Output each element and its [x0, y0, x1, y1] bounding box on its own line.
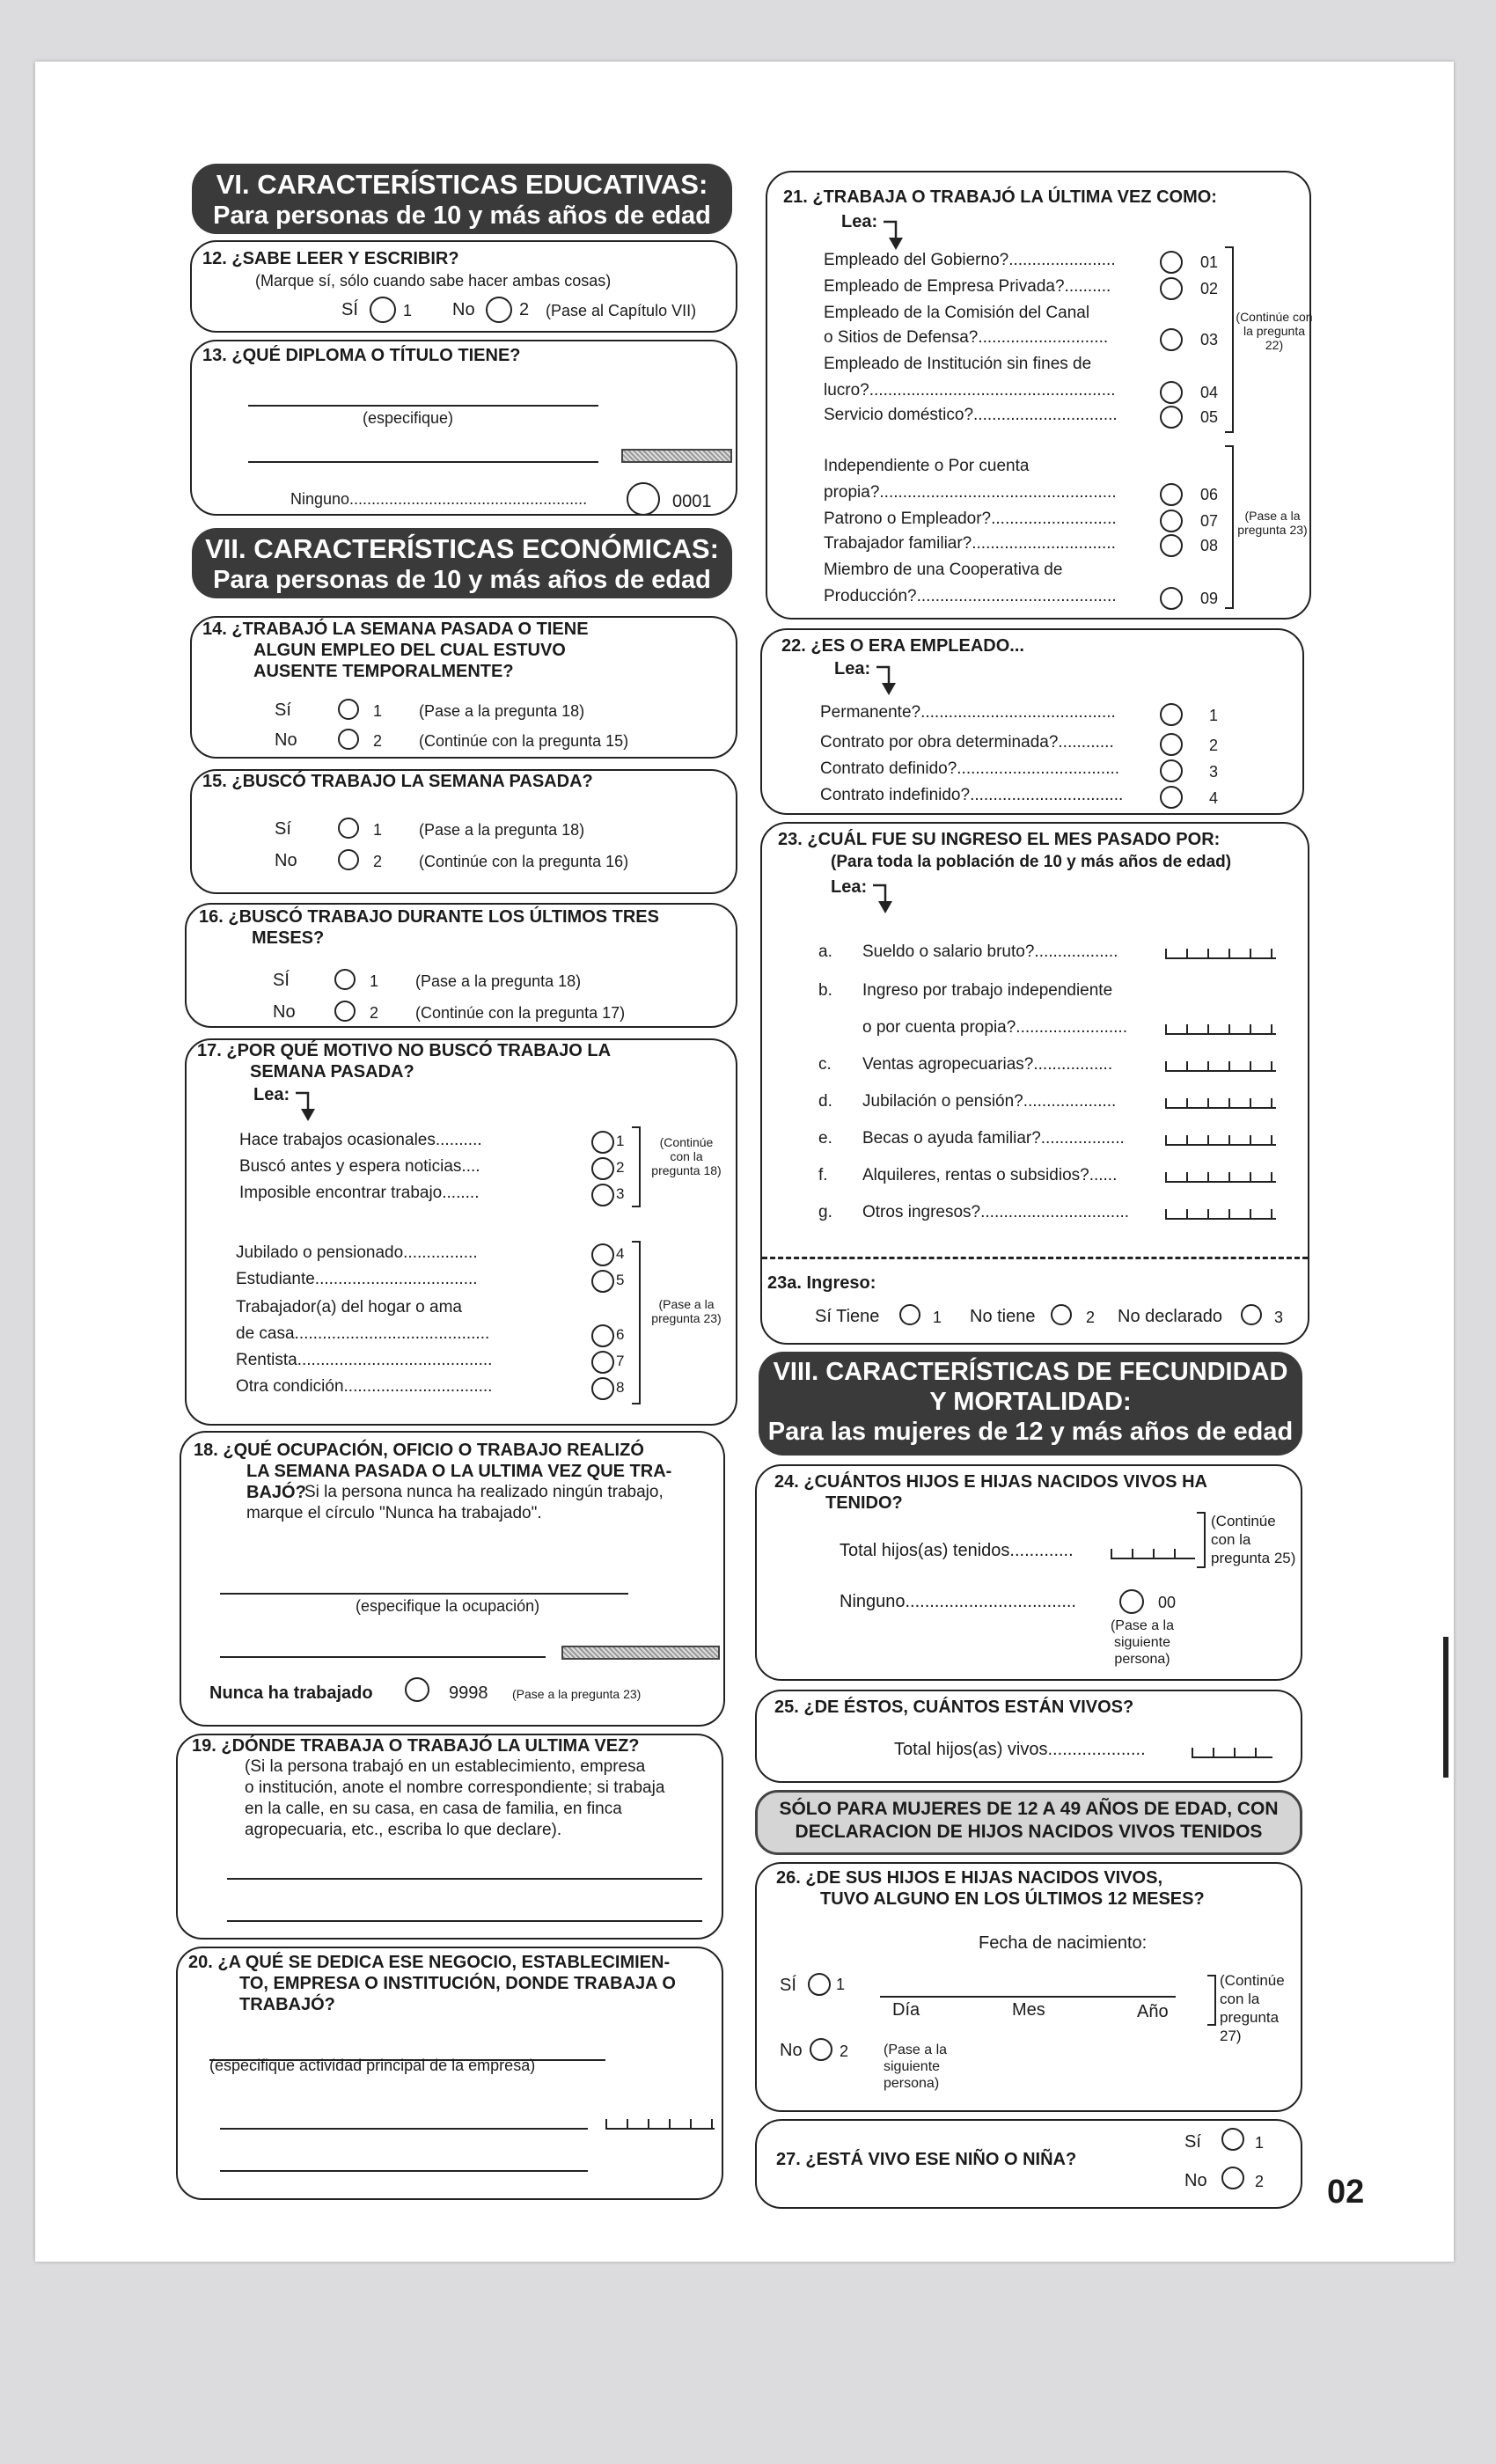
q16-si-label: SÍ — [273, 971, 290, 990]
question-12-title: 12. ¿SABE LEER Y ESCRIBIR? — [202, 249, 459, 268]
q21-group-1-note: (Continúe con la pregunta 22) — [1236, 310, 1313, 352]
q21-option-code: 07 — [1200, 512, 1219, 530]
q21-option-radio[interactable] — [1160, 406, 1183, 429]
question-20-title-2: TO, EMPRESA O INSTITUCIÓN, DONDE TRABAJA O — [239, 1974, 676, 1993]
q17-group-2-bracket — [632, 1241, 641, 1404]
q21-option-code: 06 — [1200, 486, 1219, 503]
section-viii-header: VIII. CARACTERÍSTICAS DE FECUNDIDAD Y MORTALIDAD: Para las mujeres de 12 y más años de edad — [759, 1352, 1302, 1456]
q25-total-label: Total hijos(as) vivos.................... — [894, 1740, 1146, 1759]
question-18-instruction: Si la persona nunca ha realizado ningún trabajo, — [304, 1483, 664, 1501]
q17-option-radio[interactable] — [591, 1270, 614, 1293]
question-27-title: 27. ¿ESTÁ VIVO ESE NIÑO O NIÑA? — [776, 2150, 1077, 2169]
q12-no-radio[interactable] — [486, 297, 512, 323]
question-23-box — [760, 822, 1309, 1345]
q21-option-label: Servicio doméstico?............................... — [824, 406, 1118, 424]
q21-lea-label: Lea: — [841, 212, 878, 231]
question-19-title: 19. ¿DÓNDE TRABAJA O TRABAJÓ LA ULTIMA VEZ? — [192, 1736, 640, 1756]
q16-si-note: (Pase a la pregunta 18) — [415, 972, 582, 990]
q24-total-label: Total hijos(as) tenidos............. — [840, 1541, 1074, 1560]
q26-no-code: 2 — [840, 2042, 849, 2060]
q14-no-code: 2 — [373, 732, 383, 750]
q18-nunca-note: (Pase a la pregunta 23) — [512, 1687, 642, 1701]
q22-option-code: 3 — [1209, 763, 1219, 781]
q17-option-label: Jubilado o pensionado................ — [236, 1243, 478, 1262]
q21-option-label: propia?................................................... — [824, 483, 1117, 502]
q23a-no-radio[interactable] — [1051, 1304, 1072, 1325]
q21-read-arrow-icon — [884, 220, 908, 252]
q17-option-label: Buscó antes y espera noticias.... — [239, 1157, 480, 1176]
q23-item-label: Ingreso por trabajo independiente — [862, 981, 1113, 1000]
q24-total-bracket — [1197, 1512, 1206, 1568]
question-18-instruction-2: marque el círculo "Nunca ha trabajado". — [246, 1504, 542, 1522]
q23-item-label: Ventas agropecuarias?................. — [862, 1055, 1113, 1074]
q26-no-label: No — [780, 2041, 803, 2060]
q21-option-label: Independiente o Por cuenta — [824, 457, 1030, 475]
q21-option-radio[interactable] — [1160, 510, 1183, 532]
question-18-title-3: BAJÓ? — [246, 1483, 306, 1502]
q21-option-code: 01 — [1200, 253, 1219, 271]
q24-ninguno-label: Ninguno................................... — [840, 1592, 1076, 1611]
q23a-no-label: No tiene — [970, 1307, 1036, 1326]
q22-read-arrow-icon — [876, 665, 901, 697]
q18-specify-label: (especifique la ocupación) — [356, 1597, 540, 1615]
q21-group-1-bracket — [1225, 246, 1234, 433]
question-26-title: 26. ¿DE SUS HIJOS E HIJAS NACIDOS VIVOS, — [776, 1868, 1163, 1888]
q13-specify-label: (especifique) — [363, 409, 454, 427]
q23-item-letter: f. — [818, 1166, 828, 1184]
q18-nunca-label: Nunca ha trabajado — [209, 1683, 373, 1703]
q23a-no-code: 2 — [1086, 1309, 1096, 1326]
q19-answer-line-1 — [227, 1878, 702, 1880]
q17-option-code: 8 — [616, 1379, 625, 1396]
q23-lea-label: Lea: — [831, 877, 868, 897]
q17-group-1-bracket — [632, 1126, 641, 1207]
q18-answer-line-1 — [220, 1593, 628, 1595]
q18-nunca-code: 9998 — [449, 1683, 488, 1703]
q14-no-label: No — [275, 730, 297, 750]
q17-option-code: 4 — [616, 1245, 625, 1262]
q14-no-radio[interactable] — [338, 729, 359, 750]
q15-si-code: 1 — [373, 821, 383, 839]
q23-item-label: o por cuenta propia?........................ — [862, 1018, 1127, 1037]
q15-no-code: 2 — [373, 853, 383, 870]
q23-amount-box — [1165, 1024, 1276, 1035]
q23-amount-box — [1165, 1098, 1276, 1109]
q27-si-label: Sí — [1184, 2132, 1201, 2152]
q17-group-2-note: (Pase a la pregunta 23) — [651, 1297, 722, 1325]
q23-item-label: Sueldo o salario bruto?.................. — [862, 942, 1118, 961]
q23a-si-code: 1 — [933, 1309, 942, 1326]
q21-option-radio[interactable] — [1160, 534, 1183, 557]
q21-option-label: Producción?........................................... — [824, 587, 1117, 605]
q17-group-1-note: (Continúe con la pregunta 18) — [651, 1135, 722, 1177]
question-15-title: 15. ¿BUSCÓ TRABAJO LA SEMANA PASADA? — [202, 772, 593, 791]
question-20-title-3: TRABAJÓ? — [239, 1995, 335, 2014]
section-vii-header: VII. CARACTERÍSTICAS ECONÓMICAS: Para personas de 10 y más años de edad — [192, 528, 732, 598]
q17-option-radio[interactable] — [591, 1131, 614, 1154]
q22-option-code: 4 — [1209, 789, 1219, 807]
question-24-title: 24. ¿CUÁNTOS HIJOS E HIJAS NACIDOS VIVOS HA — [774, 1472, 1207, 1492]
q23-item-label: Alquileres, rentas o subsidios?...... — [862, 1166, 1118, 1184]
q16-no-label: No — [273, 1002, 296, 1022]
q21-option-code: 02 — [1200, 280, 1219, 297]
q22-option-label: Contrato por obra determinada?............ — [820, 733, 1114, 752]
q22-option-label: Contrato indefinido?................................. — [820, 786, 1124, 804]
q21-option-label: Empleado de Institución sin fines de — [824, 355, 1092, 373]
q21-group-2-note: (Pase a la pregunta 23) — [1237, 509, 1308, 537]
q26-si-note: (Continúe con la pregunta 27) — [1220, 1972, 1285, 2044]
q16-no-note: (Continúe con la pregunta 17) — [415, 1004, 626, 1022]
q17-read-arrow-icon — [296, 1091, 320, 1123]
q22-option-radio[interactable] — [1160, 759, 1183, 782]
question-20-title: 20. ¿A QUÉ SE DEDICA ESE NEGOCIO, ESTABLECIMIEN- — [188, 1953, 671, 1972]
q17-option-radio[interactable] — [591, 1324, 614, 1347]
q26-si-bracket — [1207, 1975, 1216, 2026]
q24-ninguno-note: (Pase a la siguiente persona) — [1110, 1618, 1175, 1667]
q17-option-radio[interactable] — [591, 1377, 614, 1400]
question-23-title-2: (Para toda la población de 10 y más años de edad) — [831, 853, 1232, 871]
q21-option-label: Empleado de la Comisión del Canal — [824, 304, 1090, 322]
q20-specify-label: (especifique actividad principal de la empresa) — [209, 2057, 536, 2074]
q13-answer-line-2 — [248, 461, 598, 463]
q23-amount-box — [1165, 1209, 1276, 1220]
q16-no-radio[interactable] — [334, 1001, 356, 1022]
q23-amount-box — [1165, 949, 1276, 959]
q12-no-label: No — [452, 300, 475, 319]
q13-ninguno-label: Ninguno...................................................... — [290, 490, 588, 508]
q23a-nd-radio[interactable] — [1241, 1304, 1262, 1325]
q21-option-label: Miembro de una Cooperativa de — [824, 561, 1063, 579]
q15-no-note: (Continúe con la pregunta 16) — [419, 853, 629, 870]
q21-option-label: Patrono o Empleador?........................... — [824, 510, 1117, 528]
question-22-title: 22. ¿ES O ERA EMPLEADO... — [781, 636, 1024, 656]
q21-option-code: 04 — [1200, 384, 1219, 401]
question-17-title-2: SEMANA PASADA? — [250, 1062, 414, 1082]
q17-option-code: 3 — [616, 1185, 625, 1202]
q17-option-label: Estudiante................................... — [236, 1270, 478, 1288]
q18-code-box — [561, 1646, 720, 1660]
q23-item-label: Otros ingresos?................................ — [862, 1203, 1130, 1221]
q22-option-label: Contrato definido?................................... — [820, 759, 1120, 778]
q23-amount-box — [1165, 1061, 1276, 1072]
q23-item-letter: e. — [818, 1129, 832, 1148]
q22-option-radio[interactable] — [1160, 786, 1183, 809]
q21-option-label: o Sitios de Defensa?............................ — [824, 328, 1109, 347]
q14-si-code: 1 — [373, 702, 383, 720]
q17-option-radio[interactable] — [591, 1351, 614, 1374]
q13-ninguno-code: 0001 — [672, 492, 712, 511]
q17-option-label: Rentista.......................................... — [236, 1351, 493, 1369]
q15-no-label: No — [275, 851, 297, 870]
q22-option-code: 2 — [1209, 737, 1219, 754]
q26-no-note: (Pase a la siguiente persona) — [884, 2042, 948, 2091]
q22-option-radio[interactable] — [1160, 703, 1183, 726]
q26-ano-label: Año — [1137, 2002, 1169, 2021]
q14-si-note: (Pase a la pregunta 18) — [419, 702, 585, 720]
q13-answer-line-1 — [248, 405, 598, 407]
q21-option-code: 03 — [1200, 331, 1219, 348]
q14-si-radio[interactable] — [338, 699, 359, 720]
q26-si-code: 1 — [836, 1976, 846, 1993]
q17-option-radio[interactable] — [591, 1184, 614, 1206]
q22-option-code: 1 — [1209, 707, 1219, 724]
q21-option-radio[interactable] — [1160, 328, 1183, 351]
q23-item-letter: a. — [818, 942, 832, 961]
q17-option-code: 6 — [616, 1326, 625, 1343]
q23a-nd-code: 3 — [1274, 1309, 1284, 1326]
q19-answer-line-2 — [227, 1920, 702, 1922]
q12-si-radio[interactable] — [370, 297, 396, 323]
question-18-title-2: LA SEMANA PASADA O LA ULTIMA VEZ QUE TRA- — [246, 1462, 672, 1481]
question-25-title: 25. ¿DE ÉSTOS, CUÁNTOS ESTÁN VIVOS? — [774, 1698, 1134, 1717]
q13-ninguno-radio[interactable] — [627, 482, 660, 516]
q23-item-letter: b. — [818, 981, 832, 1000]
q23-amount-box — [1165, 1135, 1276, 1146]
q12-no-code: 2 — [519, 300, 530, 319]
q21-option-label: Empleado del Gobierno?....................... — [824, 251, 1116, 269]
q21-option-radio[interactable] — [1160, 483, 1183, 506]
q12-si-code: 1 — [403, 302, 413, 319]
q22-lea-label: Lea: — [834, 659, 871, 678]
q27-no-radio[interactable] — [1221, 2167, 1244, 2189]
question-13-title: 13. ¿QUÉ DIPLOMA O TÍTULO TIENE? — [202, 346, 521, 365]
q26-si-radio[interactable] — [808, 1973, 831, 1996]
q23-divider — [762, 1257, 1308, 1259]
q19-instruction-4: agropecuaria, etc., escriba lo que declare). — [245, 1821, 562, 1839]
q17-option-label: Hace trabajos ocasionales.......... — [239, 1131, 482, 1149]
q23a-si-radio[interactable] — [899, 1304, 920, 1325]
q23-read-arrow-icon — [873, 884, 898, 915]
q23-item-label: Becas o ayuda familiar?.................. — [862, 1129, 1125, 1148]
q21-option-label: Trabajador familiar?............................... — [824, 534, 1116, 553]
q26-no-radio[interactable] — [810, 2038, 832, 2061]
q12-no-note: (Pase al Capítulo VII) — [546, 302, 697, 319]
q17-option-label: de casa.......................................... — [236, 1324, 490, 1343]
question-23a-title: 23a. Ingreso: — [767, 1273, 876, 1293]
q21-option-code: 05 — [1200, 408, 1219, 426]
q13-code-box — [621, 449, 732, 463]
q26-mes-label: Mes — [1012, 2000, 1045, 2020]
section-vi-header: VI. CARACTERÍSTICAS EDUCATIVAS: Para personas de 10 y más años de edad — [192, 164, 732, 234]
q15-si-label: Sí — [275, 819, 291, 839]
q21-option-radio[interactable] — [1160, 587, 1183, 610]
page-edge-right — [1443, 1637, 1448, 1778]
q14-no-note: (Continúe con la pregunta 15) — [419, 732, 629, 750]
page-number: 02 — [1327, 2174, 1365, 2211]
question-26-title-2: TUVO ALGUNO EN LOS ÚLTIMOS 12 MESES? — [820, 1889, 1205, 1909]
question-21-title: 21. ¿TRABAJA O TRABAJÓ LA ÚLTIMA VEZ COMO: — [783, 187, 1217, 207]
q21-option-label: Empleado de Empresa Privada?.......... — [824, 277, 1111, 296]
q23a-si-label: Sí Tiene — [815, 1307, 880, 1326]
q21-option-radio[interactable] — [1160, 277, 1183, 300]
q15-si-note: (Pase a la pregunta 18) — [419, 821, 585, 839]
q17-option-code: 1 — [616, 1133, 625, 1149]
q16-si-code: 1 — [370, 972, 379, 990]
q25-total-box — [1192, 1748, 1272, 1758]
q21-option-code: 08 — [1200, 537, 1219, 554]
question-14-title-3: AUSENTE TEMPORALMENTE? — [253, 662, 514, 681]
q23a-nd-label: No declarado — [1118, 1307, 1222, 1326]
question-14-title-2: ALGUN EMPLEO DEL CUAL ESTUVO — [253, 641, 566, 660]
q23-amount-box — [1165, 1172, 1276, 1183]
q19-instruction-2: o institución, anote el nombre correspondiente; si trabaja — [245, 1778, 665, 1797]
q21-option-radio[interactable] — [1160, 381, 1183, 404]
q18-nunca-radio[interactable] — [405, 1677, 429, 1702]
q16-no-code: 2 — [370, 1004, 379, 1022]
q20-answer-line-1 — [220, 2128, 588, 2130]
q24-total-box — [1111, 1549, 1195, 1559]
q27-si-code: 1 — [1255, 2134, 1265, 2152]
q26-si-label: SÍ — [780, 1976, 796, 1995]
q24-ninguno-radio[interactable] — [1119, 1589, 1144, 1614]
q21-group-2-bracket — [1225, 445, 1234, 609]
q27-no-code: 2 — [1255, 2173, 1265, 2190]
q18-answer-line-2 — [220, 1656, 546, 1658]
question-17-title: 17. ¿POR QUÉ MOTIVO NO BUSCÓ TRABAJO LA — [197, 1041, 612, 1060]
q20-code-box — [605, 2119, 715, 2130]
question-12-note: (Marque sí, sólo cuando sabe hacer ambas cosas) — [255, 272, 612, 290]
q17-option-label: Trabajador(a) del hogar o ama — [236, 1298, 462, 1316]
q26-fecha-label: Fecha de nacimiento: — [979, 1933, 1148, 1953]
q17-lea-label: Lea: — [253, 1085, 290, 1104]
q24-ninguno-code: 00 — [1158, 1594, 1177, 1611]
q17-option-code: 5 — [616, 1272, 625, 1288]
q23-item-label: Jubilación o pensión?.................... — [862, 1092, 1117, 1111]
q27-si-radio[interactable] — [1221, 2128, 1244, 2151]
mujeres-12-49-banner: SÓLO PARA MUJERES DE 12 A 49 AÑOS DE EDAD, CON DECLARACION DE HIJOS NACIDOS VIVOS TENIDOS — [755, 1790, 1302, 1855]
q19-instruction-3: en la calle, en su casa, en casa de familia, en finca — [245, 1800, 622, 1818]
question-16-title-2: MESES? — [252, 928, 325, 948]
q15-si-radio[interactable] — [338, 818, 359, 839]
question-23-title: 23. ¿CUÁL FUE SU INGRESO EL MES PASADO POR: — [778, 830, 1221, 849]
question-16-title: 16. ¿BUSCÓ TRABAJO DURANTE LOS ÚLTIMOS TRES — [199, 907, 659, 927]
q17-option-radio[interactable] — [591, 1243, 614, 1266]
question-18-title: 18. ¿QUÉ OCUPACIÓN, OFICIO O TRABAJO REALIZÓ — [194, 1441, 644, 1460]
q19-instruction-1: (Si la persona trabajó en un establecimiento, empresa — [245, 1757, 646, 1776]
q26-date-line — [880, 1996, 1176, 1998]
q15-no-radio[interactable] — [338, 849, 359, 870]
q21-option-label: lucro?..................................................... — [824, 381, 1116, 400]
q17-option-radio[interactable] — [591, 1157, 614, 1180]
q23-item-letter: d. — [818, 1092, 832, 1111]
q27-no-label: No — [1184, 2171, 1207, 2190]
q26-dia-label: Día — [892, 2000, 920, 2020]
q24-total-note: (Continúe con la pregunta 25) — [1211, 1513, 1296, 1566]
q21-option-radio[interactable] — [1160, 251, 1183, 274]
q22-option-label: Permanente?.......................................... — [820, 703, 1116, 722]
q23-item-letter: g. — [818, 1203, 832, 1221]
question-14-title: 14. ¿TRABAJÓ LA SEMANA PASADA O TIENE — [202, 620, 589, 639]
q17-option-code: 2 — [616, 1159, 625, 1176]
q17-option-code: 7 — [616, 1353, 625, 1369]
q17-option-label: Otra condición................................ — [236, 1377, 493, 1396]
q14-si-label: Sí — [275, 700, 291, 720]
q17-option-label: Imposible encontrar trabajo........ — [239, 1184, 480, 1202]
q22-option-radio[interactable] — [1160, 733, 1183, 756]
q16-si-radio[interactable] — [334, 969, 356, 990]
q23-item-letter: c. — [818, 1055, 832, 1074]
q21-option-code: 09 — [1200, 590, 1219, 607]
question-24-title-2: TENIDO? — [825, 1493, 903, 1513]
q12-si-label: SÍ — [341, 300, 358, 319]
q20-answer-line-2 — [220, 2170, 588, 2172]
